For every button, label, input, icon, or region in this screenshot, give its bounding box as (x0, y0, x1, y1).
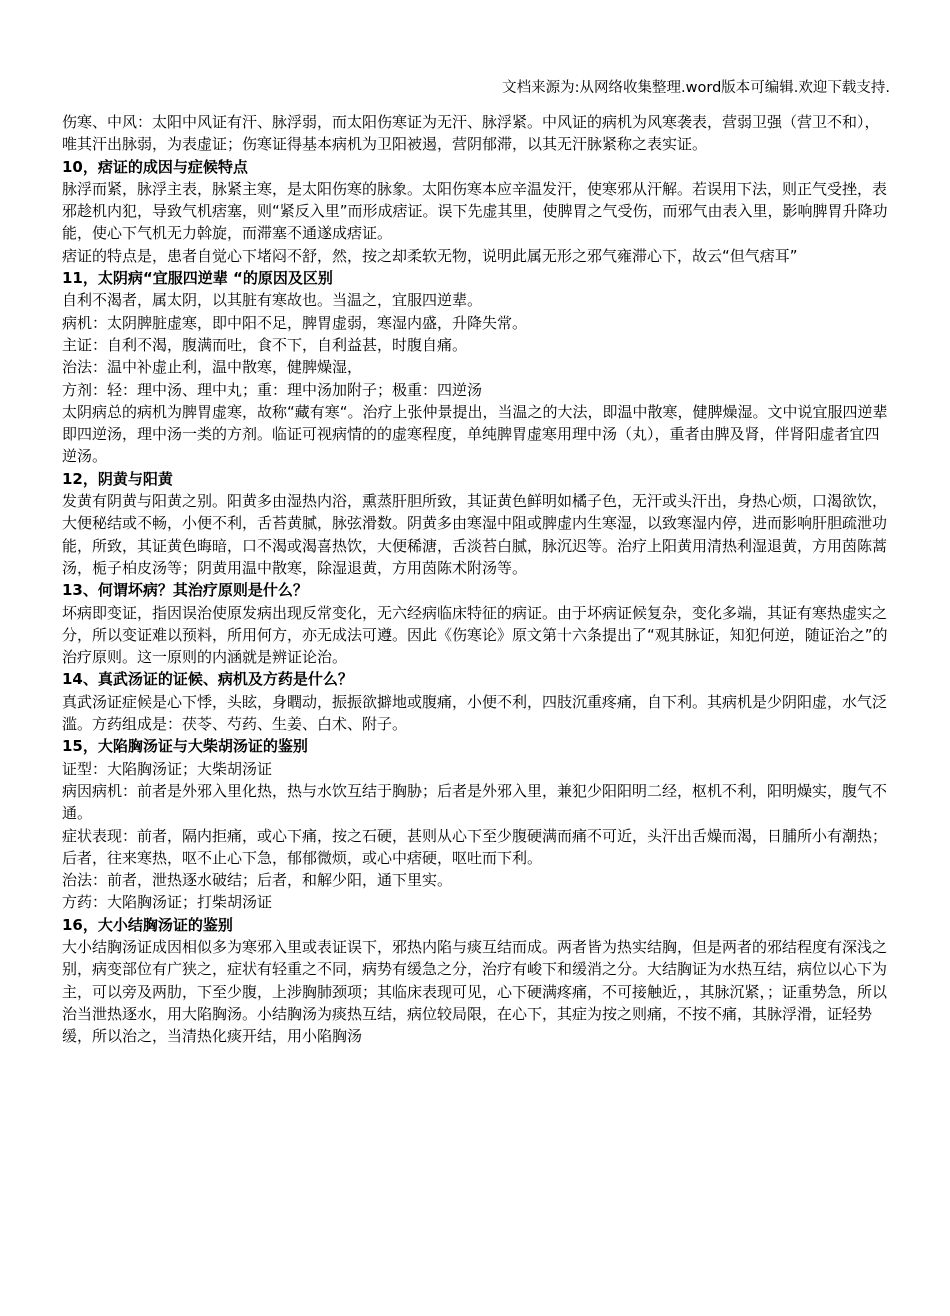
paragraph: 症状表现：前者，隔内拒痛，或心下痛，按之石硬，甚则从心下至少腹硬满而痛不可近，头汗出舌燥而渴，日脯所小有潮热；后者，往来寒热，呕不止心下急，郁郁微烦，或心中痞硬，呕吐而下利。 (62, 826, 888, 867)
section-heading: 15，大陷胸汤证与大柴胡汤证的鉴别 (62, 737, 308, 756)
page-header: 文档来源为:从网络收集整理.word版本可编辑.欢迎下载支持. (502, 80, 890, 96)
paragraph: 自利不渴者，属太阴，以其脏有寒故也。当温之，宜服四逆辈。 (62, 291, 483, 310)
document-body (62, 111, 890, 1047)
paragraph: 痞证的特点是，患者自觉心下堵闷不舒，然，按之却柔软无物，说明此属无形之邪气雍滞心下，故云“但气痞耳” (62, 246, 798, 265)
paragraph: 脉浮而紧，脉浮主表，脉紧主寒，是太阳伤寒的脉象。太阳伤寒本应辛温发汗，使寒邪从汗解。若误用下法，则正气受挫，表邪趁机内犯，导致气机痞塞，则“紧反入里”而形成痞证。误下先虚其里，使脾胃之气受伤，而邪气由表入里，影响脾胃升降功能，使心下气机无力斡旋，而滞塞不通遂成痞证。 (62, 179, 888, 243)
section-heading: 16，大小结胸汤证的鉴别 (62, 915, 233, 934)
paragraph: 发黄有阴黄与阳黄之别。阳黄多由湿热内浴，熏蒸肝胆所致，其证黄色鲜明如橘子色，无汗或头汗出，身热心烦，口渴欲饮，大便秘结或不畅，小便不利，舌苔黄腻，脉弦滑数。阴黄多由寒湿中阻或脾虚内生寒湿，以致寒湿内停，进而影响肝胆疏泄功能，所致，其证黄色晦暗，口不渴或渴喜热饮，大便稀溏，舌淡苔白腻，脉沉迟等。治疗上阳黄用清热利湿退黄，方用茵陈蒿汤，栀子柏皮汤等；阴黄用温中散寒，除湿退黄，方用茵陈术附汤等。 (62, 492, 888, 577)
section-heading: 12，阴黄与阳黄 (62, 469, 173, 488)
paragraph: 方剂：轻：理中汤、理中丸；重：理中汤加附子；极重：四逆汤 (62, 380, 483, 399)
section-heading: 10，痞证的成因与症候特点 (62, 157, 248, 176)
paragraph: 坏病即变证，指因误治使原发病出现反常变化，无六经病临床特征的病证。由于坏病证候复杂，变化多端，其证有寒热虚实之分，所以变证难以预料，所用何方，亦无成法可遵。因此《伤寒论》原文第十六条提出了“观其脉证，知犯何逆，随证治之”的治疗原则。这一原则的内涵就是辨证论治。 (62, 603, 888, 667)
paragraph: 治法：前者，泄热逐水破结；后者，和解少阳，通下里实。 (62, 871, 453, 890)
section-heading: 13、何谓坏病？其治疗原则是什么？ (62, 581, 308, 600)
paragraph: 治法：温中补虚止利，温中散寒，健脾燥湿， (62, 358, 363, 377)
paragraph: 病因病机：前者是外邪入里化热，热与水饮互结于胸胁；后者是外邪入里，兼犯少阳阳明二经，枢机不利，阳明燥实，腹气不通。 (62, 781, 888, 823)
paragraph: 太阴病总的病机为脾胃虚寒，故称“藏有寒“。治疗上张仲景提出，当温之的大法，即温中散寒，健脾燥湿。文中说宜服四逆辈即四逆汤，理中汤一类的方剂。临证可视病情的的虚寒程度，单纯脾胃虚寒用理中汤（丸），重者由脾及肾，伴肾阳虚者宜四逆汤。 (62, 402, 888, 466)
paragraph: 真武汤证症候是心下悸，头眩，身瞤动，振振欲擗地或腹痛，小便不利，四肢沉重疼痛，自下利。其病机是少阴阳虚，水气泛滥。方药组成是：茯苓、芍药、生姜、白术、附子。 (62, 692, 888, 734)
section-heading: 11，太阴病“宜服四逆辈 “的原因及区别 (62, 269, 333, 288)
paragraph: 方药：大陷胸汤证；打柴胡汤证 (62, 893, 273, 912)
paragraph: 大小结胸汤证成因相似多为寒邪入里或表证误下，邪热内陷与痰互结而成。两者皆为热实结胸，但是两者的邪结程度有深浅之别，病变部位有广狭之，症状有轻重之不同，病势有缓急之分，治疗有峻下和缓消之分。大结胸证为水热互结，病位以心下为主，可以旁及两肋，下至少腹，上涉胸肺颈项；其临床表现可见，心下硬满疼痛，不可接触近，，其脉沉紧，；证重势急，所以治当泄热逐水，用大陷胸汤。小结胸汤为痰热互结，病位较局限，在心下，其症为按之则痛，不按不痛，其脉浮滑，证轻势缓，所以治之，当清热化痰开结，用小陷胸汤 (62, 937, 888, 1046)
section-heading: 14、真武汤证的证候、病机及方药是什么？ (62, 670, 353, 689)
paragraph: 主证：自利不渴，腹满而吐，食不下，自利益甚，时腹自痛。 (62, 335, 468, 354)
paragraph: 病机：太阴脾脏虚寒，即中阳不足，脾胃虚弱，寒湿内盛，升降失常。 (62, 313, 528, 332)
paragraph: 伤寒、中风：太阳中风证有汗、脉浮弱，而太阳伤寒证为无汗、脉浮紧。中风证的病机为风寒袭表，营弱卫强（营卫不和），唯其汗出脉弱，为表虚证；伤寒证得基本病机为卫阳被遏，营阴郁滞，以其无汗脉紧称之表实证。 (62, 113, 880, 154)
paragraph: 证型：大陷胸汤证；大柴胡汤证 (62, 759, 273, 778)
